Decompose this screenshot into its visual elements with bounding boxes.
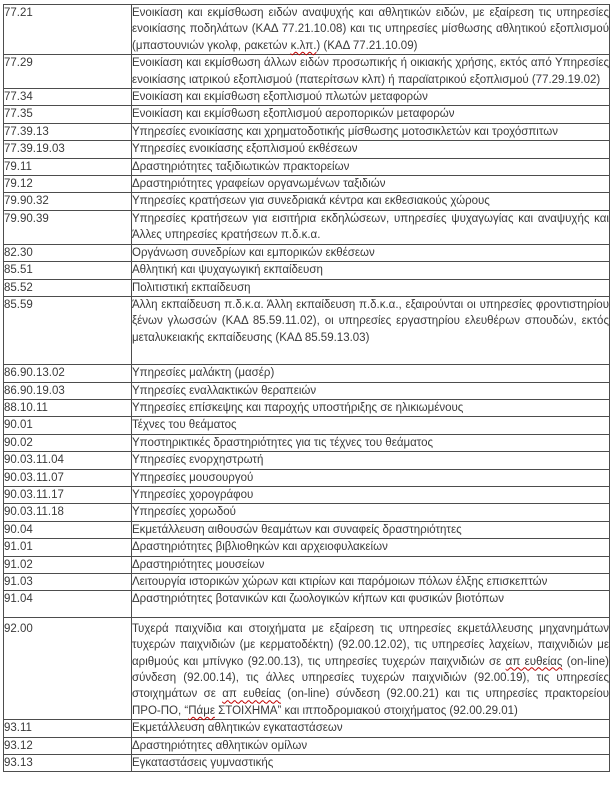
kad-description-cell — [132, 617, 610, 719]
table-row — [4, 279, 610, 296]
description-text: Πολιτιστική εκπαίδευση — [132, 281, 251, 294]
kad-code-cell: 90.03.11.07 — [4, 469, 132, 486]
table-row — [4, 89, 610, 106]
kad-description-cell — [132, 521, 610, 538]
kad-description-cell — [132, 399, 610, 416]
kad-code-cell: 77.39.13 — [4, 123, 132, 140]
table-row — [4, 556, 610, 573]
table-row — [4, 486, 610, 503]
kad-description-cell — [132, 434, 610, 451]
kad-description-cell — [132, 417, 610, 434]
table-row — [4, 504, 610, 521]
description-text: Υπηρεσίες ενορχηστρωτή — [132, 454, 264, 467]
kad-code-cell: 86.90.19.03 — [4, 382, 132, 399]
kad-code-cell: 88.10.11 — [4, 399, 132, 416]
kad-description-cell — [132, 158, 610, 175]
description-text: Εγκαταστάσεις γυμναστικής — [132, 757, 274, 770]
table-row — [4, 244, 610, 261]
kad-code-cell: 90.03.11.18 — [4, 504, 132, 521]
kad-description-cell — [132, 737, 610, 754]
kad-description-cell — [132, 556, 610, 573]
description-text: Δραστηριότητες ταξιδιωτικών πρακτορείων — [132, 160, 350, 173]
table-row — [4, 737, 610, 754]
kad-code-cell: 91.03 — [4, 574, 132, 591]
kad-description-cell — [132, 55, 610, 89]
table-row — [4, 296, 610, 364]
table-row — [4, 262, 610, 279]
description-text: (on-line) σύνδεση (92.00.14), τις άλλες υπηρεσίες τυχερών παιχνιδιών (92.00.19), τις υπηρεσίες στοιχημάτων σε — [132, 655, 609, 701]
kad-table-body — [4, 5, 610, 772]
kad-code-cell: 90.04 — [4, 521, 132, 538]
description-text: ) (ΚΑΔ 77.21.10.09) — [316, 39, 418, 52]
description-text: Τυχερά παιχνίδια και στοιχήματα με εξαίρεση τις υπηρεσίες εκμετάλλευσης μηχανημάτων τυχερών παιχνιδιών (με κερματοδέκτη) (92.00.12.02), τις υπηρεσίες λαχείων, παιχνιδιών με αριθμούς και μπίνγκο (92.00.13), τις υπηρεσίες τυχερών παιχνιδιών σε — [132, 622, 609, 668]
kad-description-cell — [132, 5, 610, 55]
kad-code-cell: 77.39.19.03 — [4, 141, 132, 158]
document-sheet — [3, 4, 610, 772]
table-row — [4, 521, 610, 538]
table-row — [4, 452, 610, 469]
description-text: Υπηρεσίες κρατήσεων για εισιτήρια εκδηλώσεων, υπηρεσίες ψυχαγωγίας και αναψυχής και Άλλες υπηρεσίες κρατήσεων π.δ.κ.α. — [132, 212, 609, 242]
kad-description-cell — [132, 452, 610, 469]
description-text: Δραστηριότητες αθλητικών ομίλων — [132, 739, 308, 752]
description-text: (on-line) σύνδεση (92.00.21) και τις υπηρεσίες πρακτορείου ΠΡΟ-ΠΟ, “ — [132, 688, 610, 717]
description-text: Υπηρεσίες χορογράφου — [132, 488, 254, 501]
kad-description-cell — [132, 262, 610, 279]
kad-code-cell: 85.52 — [4, 279, 132, 296]
kad-description-cell — [132, 382, 610, 399]
kad-description-cell — [132, 106, 610, 123]
kad-code-cell: 90.03.11.04 — [4, 452, 132, 469]
table-row — [4, 123, 610, 140]
table-row — [4, 574, 610, 591]
kad-code-cell: 91.02 — [4, 556, 132, 573]
kad-description-cell — [132, 469, 610, 486]
misspelled-word: κ.λπ. — [290, 39, 317, 52]
description-text: Εκμετάλλευση αθλητικών εγκαταστάσεων — [132, 722, 343, 735]
description-text: Υπηρεσίες χορωδού — [132, 506, 236, 519]
kad-code-cell: 77.34 — [4, 89, 132, 106]
description-text: Ενοικίαση και εκμίσθωση εξοπλισμού αεροπορικών μεταφορών — [132, 108, 455, 121]
kad-description-cell — [132, 539, 610, 556]
description-text: Υπηρεσίες ενοικίασης και χρηματοδοτικής μίσθωσης μοτοσικλετών και τροχόσπιτων — [132, 125, 558, 138]
kad-description-cell — [132, 296, 610, 364]
kad-code-cell: 82.30 — [4, 244, 132, 261]
kad-description-cell — [132, 141, 610, 158]
kad-description-cell — [132, 365, 610, 382]
description-text: Ενοικίαση και εκμίσθωση άλλων ειδών προσωπικής ή οικιακής χρήσης, εκτός από Υπηρεσίες ενοικίασης ιατρικού εξοπλισμού (πατερίτσων κλπ) ή παραϊατρικού εξοπλισμού (77.29.19.02) — [132, 57, 609, 86]
table-row — [4, 539, 610, 556]
kad-description-cell — [132, 486, 610, 503]
kad-code-cell: 92.00 — [4, 617, 132, 719]
kad-code-cell: 79.11 — [4, 158, 132, 175]
kad-description-cell — [132, 89, 610, 106]
kad-description-cell — [132, 193, 610, 210]
description-text: Ενοικίαση και εκμίσθωση εξοπλισμού πλωτών μεταφορών — [132, 91, 428, 104]
description-text: Υπηρεσίες εναλλακτικών θεραπειών — [132, 384, 317, 397]
table-row — [4, 365, 610, 382]
kad-code-cell: 77.29 — [4, 55, 132, 89]
table-row — [4, 193, 610, 210]
kad-code-cell: 86.90.13.02 — [4, 365, 132, 382]
kad-code-cell: 90.03.11.17 — [4, 486, 132, 503]
description-text: ΣΤΟΙΧΗΜΑ” και ιπποδρομιακού στοιχήματος (92.00.29.01) — [214, 704, 518, 717]
table-row — [4, 434, 610, 451]
kad-code-cell: 79.12 — [4, 176, 132, 193]
kad-code-cell: 77.21 — [4, 5, 132, 55]
kad-code-cell: 90.02 — [4, 434, 132, 451]
kad-code-cell: 91.04 — [4, 591, 132, 617]
table-row — [4, 158, 610, 175]
kad-code-cell: 79.90.32 — [4, 193, 132, 210]
description-text: Ενοικίαση και εκμίσθωση ειδών αναψυχής και αθλητικών ειδών, με εξαίρεση τις υπηρεσίες ενοικίασης ποδηλάτων (ΚΑΔ 77.21.10.08) και τις υπηρεσίες μίσθωσης αθλητικού εξοπλισμού (μπαστουνιών γκολφ, ρακετών — [132, 7, 609, 52]
kad-code-cell: 93.13 — [4, 755, 132, 772]
kad-code-cell: 85.51 — [4, 262, 132, 279]
table-row — [4, 617, 610, 719]
kad-description-cell — [132, 244, 610, 261]
kad-description-cell — [132, 504, 610, 521]
description-text: Λειτουργία ιστορικών χώρων και κτιρίων και παρόμοιων πόλων έλξης επισκεπτών — [132, 576, 548, 588]
table-row — [4, 106, 610, 123]
kad-description-cell — [132, 720, 610, 737]
table-row — [4, 55, 610, 89]
table-row — [4, 720, 610, 737]
description-text: Τέχνες του θεάματος — [132, 419, 237, 432]
kad-description-cell — [132, 574, 610, 591]
table-row — [4, 176, 610, 193]
table-row — [4, 382, 610, 399]
description-text: Υποστηρικτικές δραστηριότητες για τις τέχνες του θεάματος — [132, 436, 434, 449]
description-text: Υπηρεσίες μαλάκτη (μασέρ) — [132, 367, 275, 380]
description-text: Δραστηριότητες βιβλιοθηκών και αρχειοφυλακείων — [132, 541, 388, 554]
table-row — [4, 399, 610, 416]
description-text: Άλλη εκπαίδευση π.δ.κ.α. Άλλη εκπαίδευση π.δ.κ.α., εξαιρούνται οι υπηρεσίες φροντιστηρίου ξένων γλωσσών (ΚΑΔ 85.59.11.02), οι υπηρεσίες εργαστηρίου ελευθέρων σπουδών, εκτός μεταλυκειακής εκπαίδευσης (ΚΑΔ 85.59.13.03) — [132, 298, 609, 344]
table-row — [4, 141, 610, 158]
description-text: Εκμετάλλευση αιθουσών θεαμάτων και συναφείς δραστηριότητες — [132, 523, 462, 536]
table-row — [4, 469, 610, 486]
description-text: Υπηρεσίες κρατήσεων για συνεδριακά κέντρα και εκθεσιακούς χώρους — [132, 195, 490, 208]
table-row — [4, 591, 610, 617]
kad-code-cell: 90.01 — [4, 417, 132, 434]
kad-code-cell: 93.12 — [4, 737, 132, 754]
table-row — [4, 417, 610, 434]
description-text: Υπηρεσίες μουσουργού — [132, 471, 254, 484]
description-text: Οργάνωση συνεδρίων και εμπορικών εκθέσεων — [132, 246, 375, 259]
kad-description-cell — [132, 176, 610, 193]
description-text: Υπηρεσίες επίσκεψης και παροχής υποστήριξης σε ηλικιωμένους — [132, 401, 464, 414]
description-text: Δραστηριότητες βοτανικών και ζωολογικών κήπων και φυσικών βιοτόπων — [132, 593, 505, 606]
description-text: Αθλητική και ψυχαγωγική εκπαίδευση — [132, 264, 323, 277]
kad-description-cell — [132, 279, 610, 296]
misspelled-word: απ ευθείας — [505, 655, 563, 668]
kad-code-cell: 91.01 — [4, 539, 132, 556]
description-text: Δραστηριότητες γραφείων οργανωμένων ταξιδιών — [132, 178, 386, 191]
kad-codes-table — [3, 4, 610, 772]
table-row — [4, 5, 610, 55]
kad-code-cell: 85.59 — [4, 296, 132, 364]
table-row — [4, 755, 610, 772]
misspelled-word: Πάμε — [188, 704, 215, 717]
kad-description-cell — [132, 591, 610, 617]
kad-code-cell: 93.11 — [4, 720, 132, 737]
kad-description-cell — [132, 755, 610, 772]
description-text: Δραστηριότητες μουσείων — [132, 558, 265, 571]
kad-code-cell: 77.35 — [4, 106, 132, 123]
kad-description-cell — [132, 123, 610, 140]
kad-description-cell — [132, 210, 610, 244]
kad-code-cell: 79.90.39 — [4, 210, 132, 244]
misspelled-word: απ ευθείας — [222, 688, 281, 701]
table-row — [4, 210, 610, 244]
description-text: Υπηρεσίες ενοικίασης εξοπλισμού εκθέσεων — [132, 143, 358, 156]
